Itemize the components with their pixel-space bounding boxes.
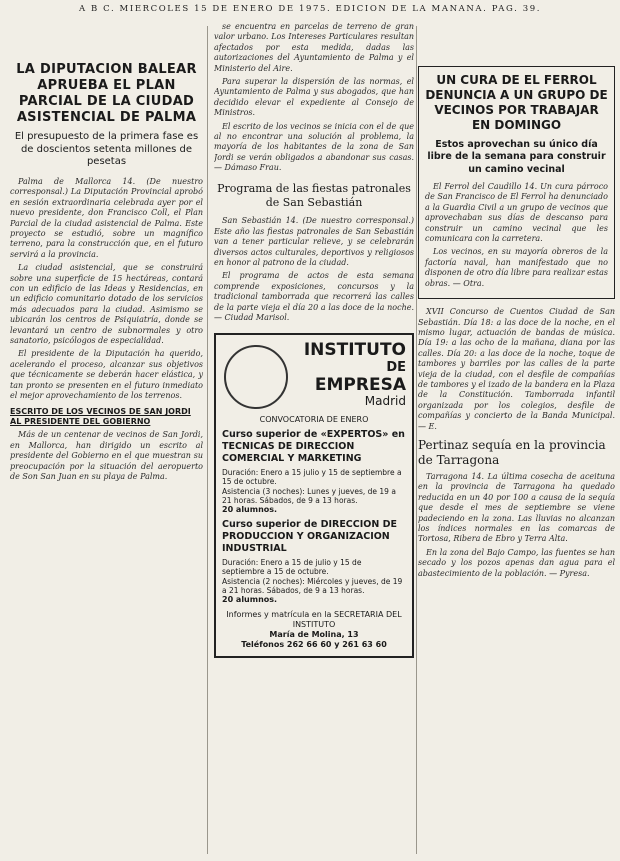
middle-column [214,22,414,858]
ad-footer: Teléfonos 262 66 60 y 261 63 60 [241,640,387,650]
headline-cura-ferrol: UN CURA DE EL FERROL DENUNCIA A UN GRUPO DE VECINOS POR TRABAJAR EN DOMINGO [425,73,608,132]
article-paragraph: San Sebastián 14. (De nuestro corresponsal.) Este año las fiestas patronales de San Sebastián van a tener particular relieve, y se celebrarán diversos actos culturales, deportivos y religiosos en honor al patrono de la ciudad. [214,216,414,267]
ad-convocatoria: CONVOCATORIA DE ENERO [259,415,369,425]
ad-course-title: Curso superior de «EXPERTOS» en TECNICAS DE DIRECCION COMERCIAL Y MARKETING [222,429,405,464]
article-paragraph: Palma de Mallorca 14. (De nuestro corresponsal.) La Diputación Provincial aprobó en sesión extraordinaria celebrada ayer por el nuevo presidente, don Francisco Coll, el Plan Parcial de la ciudad asistencial de Palma. Este proyecto se estudió, sobre un magnífico terreno, para la construcción que, en el futuro servirá a la provincia. [10,176,203,259]
ad-course-detail: Duración: Enero a 15 julio y 15 de septiembre a 15 de octubre. [222,467,402,487]
ad-footer: Informes y matrícula en la SECRETARIA DEL INSTITUTO [226,610,402,630]
headline-sequia-tarragona: Pertinaz sequía en la provincia de Tarragona [418,437,606,467]
article-paragraph: Más de un centenar de vecinos de San Jordi, en Mallorca, han dirigido un escrito al presidente del Gobierno en el que muestran su preocupación por la situación del aeropuerto de Son San Juan en su playa de Palma. [10,430,203,482]
ad-title-line: DE [386,359,406,375]
ad-title-line: INSTITUTO [303,340,406,361]
article-paragraph: En la zona del Bajo Campo, las fuentes se han secado y los pozos apenas dan agua para el abastecimiento de la población. — Pyresa. [418,547,615,578]
subheading-san-jordi: ESCRITO DE LOS VECINOS DE SAN JORDI AL PRESIDENTE DEL GOBIERNO [10,407,191,427]
article-paragraph: El escrito de los vecinos se inicia con el de que al no encontrar una solución al problema, la mayoría de los habitantes de la zona de San Jordi se verán obligados a abandonar sus casas. — Dámaso Frau. [214,121,414,173]
left-column [10,22,203,858]
ad-course-detail: 20 alumnos. [222,505,278,515]
article-paragraph: XVII Concurso de Cuentos Ciudad de San Sebastián. Día 18: a las doce de la noche, en el mismo lugar, actuación de bandas de música. Día 19: a las ocho de la mañana, diana por las calles. Día 20: a las doce de la noche, toque de tambores y barriles por las calles de la parte vieja de la ciudad, con el desfile de compañías de tambores y el izado de la bandera en la Plaza de la Constitución. Tamborrada infantil organizada por los colegios, desfile de compañías y concierto de la Banda Municipal. — E. [418,307,615,431]
emblem-icon [224,345,288,409]
column-rule [207,26,208,854]
ad-course-detail: 20 alumnos. [222,595,278,605]
page-header: A B C. MIERCOLES 15 DE ENERO DE 1975. EDICION DE LA MAÑANA. PAG. 39. [78,4,542,14]
article-paragraph: El programa de actos de esta semana comprende exposiciones, concursos y la tradicional tamborrada que recorrerá las calles de la parte vieja el día 20 a las doce de la noche. — Ciudad Marisol. [214,271,414,322]
article-paragraph: El presidente de la Diputación ha querido, acelerando el proceso, alcanzar sus objetivos que técnicamente se deberán hacer elástica, y tan pronto se presenten en el futuro inmediato el mejor aprovechamiento de los terrenos. [10,349,203,401]
ad-footer: María de Molina, 13 [269,630,359,640]
article-paragraph: Tarragona 14. La última cosecha de aceituna en la provincia de Tarragona ha quedado reducida en un 40 por 100 a causa de la sequía que desde el mes de septiembre se viene padeciendo en la zona. Las lluvias no alcanzan los índices normales en las comarcas de Tortosa, Ribera de Ebro y Terra Alta. [418,471,615,544]
article-paragraph: La ciudad asistencial, que se construirá sobre una superficie de 15 hectáreas, contará con un edificio de las Ideas y Residencias, en un edificio comunitario dotado de los servicios más adecuados para la ciudad. Asimismo se ubicarán los centros de Psiquiatría, donde se levantará un centro de subnormales y otro sanatorio, psicólogos de especialidad. [10,263,203,346]
article-paragraph: Los vecinos, en su mayoría obreros de la factoría naval, han manifestado que no disponen de otro día libre para realizar estas obras. — Otra. [425,247,609,288]
ad-course-detail: Asistencia (3 noches): Lunes y jueves, de 19 a 21 horas. Sábados, de 9 a 13 horas. [222,486,396,505]
article-paragraph: El Ferrol del Caudillo 14. Un cura párroco de San Francisco de El Ferrol ha denunciado a la Guardia Civil a un grupo de vecinos que aprovechaban sus días de descanso para construir un camino vecinal que les comunicara con la carretera. [425,182,608,244]
ad-course-title: Curso superior de DIRECCION DE PRODUCCION Y ORGANIZACION INDUSTRIAL [222,519,397,555]
ad-city: Madrid [364,394,406,409]
ad-title-line: EMPRESA [314,374,406,395]
article-paragraph: se encuentra en parcelas de terreno de gran valor urbano. Los Intereses Particulares resultan afectados por esta medida, dadas las autorizaciones del Ayuntamiento de Palma y el Ministerio del Aire. [214,22,414,73]
right-column [418,22,615,858]
column-rule [416,26,417,854]
subtitle-presupuesto: El presupuesto de la primera fase es de doscientos setenta millones de pesetas [14,131,199,168]
ad-course-detail: Asistencia (2 noches): Miércoles y jueves, de 19 a 21 horas. Sábados, de 9 a 13 horas. [222,576,403,596]
headline-diputacion: LA DIPUTACION BALEAR APRUEBA EL PLAN PARCIAL DE LA CIUDAD ASISTENCIAL DE PALMA [16,62,197,125]
headline-fiestas-san-sebastian: Programa de las fiestas patronales de San Sebastián [217,181,411,209]
ad-course-detail: Duración: Enero a 15 de julio y 15 de septiembre a 15 de octubre. [222,557,362,577]
advertisement-instituto-empresa [214,333,414,658]
lead-ferrol: Estos aprovechan su único día libre de la semana para construir un camino vecinal [427,139,606,175]
article-paragraph: Para superar la dispersión de las normas, el Ayuntamiento de Palma y sus abogados, que han decidido elevar el expediente al Consejo de Ministros. [214,77,414,118]
boxed-article-ferrol [418,66,615,299]
